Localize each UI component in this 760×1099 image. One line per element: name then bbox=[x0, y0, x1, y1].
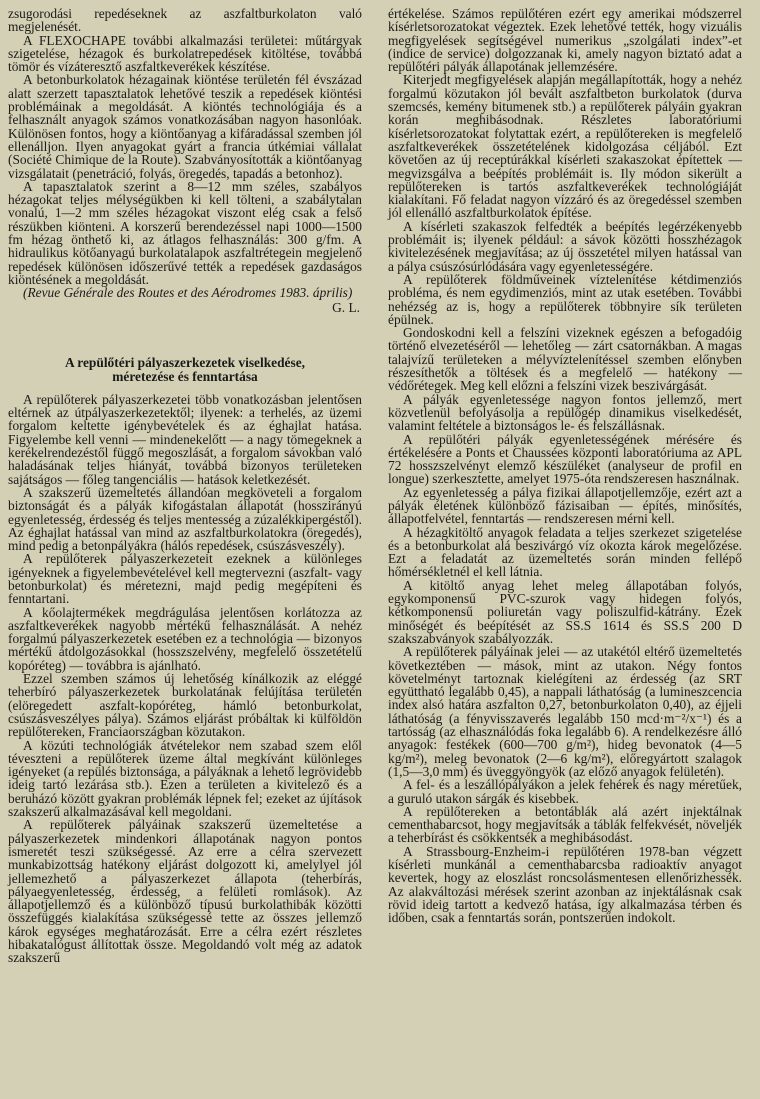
paragraph: A repülőterek pályáinak szakszerű üzemeltetése a pályaszerkezetek mindenkori állapotának nagyon pontos ismeretét teszi szükségessé. Az erre a célra szervezett munkabizottság hatékony eljárást dolgozott ki, amelylyel jól jellemezhető a pályaszerkezet állapota (teherbírás, pályaegyenletesség, érdesség, a felületi romlások). Az állapotjellemző és a különböző típusú burkolathibák közötti összefüggés kialakítása szükségessé tette az összes jellemző károk egységes meghatározását. Erre a célra ezért részletes hibakatalógust állítottak össze. Megoldandó volt még az adatok szakszerű bbox=[8, 817, 362, 966]
paragraph: A kísérleti szakaszok felfedték a beépítés legérzékenyebb problémáit is; ilyenek például: a sávok közötti hosszhézagok kivitelezésének megjavítása; az új összetétel milyen hatással van a pálya csúszósúrlódására vagy egyenletességére. bbox=[388, 218, 742, 274]
paragraph: Az egyenletesség a pálya fizikai állapotjellemzője, ezért azt a pályák életének különböző fázisaiban — építés, minősítés, állapotfelvétel, fenntartás — rendszeresen mérni kell. bbox=[388, 484, 742, 527]
source-citation: (Revue Générale des Routes et des Aérodromes 1983. április) bbox=[23, 285, 353, 301]
paragraph: Kiterjedt megfigyelések alapján megállapították, hogy a nehéz forgalmú közutakon jól bevált aszfaltbeton burkolatok (durva szemcsés, kemény bitumenek stb.) a repülőterek pályáin gyakran korán meghibásodnak. Részletes laboratóriumi kísérletsorozatokat folytattak ezért, a repülőtereken is megfelelő aszfaltkeverékek összetételének kidolgozása céljából. Ezt követően az új receptúrákkal kísérleti szakaszokat építettek — megvizsgálva a beépítés problémáit is. Ily módon sikerült a repülőtereken is tartós aszfaltkeverékek technológiáját kialakítani. Fő feladat nagyon vízzáró és az öregedéssel szemben jól ellenálló aszfaltburkolatok építése. bbox=[388, 72, 742, 221]
paragraph: A tapasztalatok szerint a 8—12 mm széles, szabályos hézagokat teljes mélységükben ki kell tölteni, a szabálytalan vonalú, 1—2 mm széles hézagokat viszont elég csak a felső részükben kiönteni. A korszerű berendezéssel napi 1000—1500 fm hézag önthető ki, az átlagos felhasználás: 300 g/fm. A hidraulikus kötőanyagú burkolatalapok aszfaltrétegein megjelenő repedések különösen időszerűvé tették a repedések gazdaságos kiöntésének a megoldását. bbox=[8, 178, 362, 287]
paragraph: A kőolajtermékek megdrágulása jelentősen korlátozza az aszfaltkeverékek nagyobb mértékű felhasználását. A nehéz forgalmú pályaszerkezetek esetében ez a technológia — bizonyos mértékű átdolgozásokkal (hosszszelvény, megfelelő összetételű kopóréteg) — továbbra is ajánlható. bbox=[8, 604, 362, 673]
paragraph: A repülőterek pályáinak jelei — az utakétól eltérő üzemeltetés következtében — mások, mint az utakon. Négy fontos követelményt tartoznak kielégíteni az érdesség (az SRT együttható legalább 0,45), a nappali láthatóság (a lumineszcencia index alsó határa aszfalton 0,27, betonburkolaton 0,40), az éjjeli láthatóság (a fényvisszaverés legalább 150 mcd·m⁻²/x⁻¹) és a tartósság (az elhasználódás foka legalább 6). A rendelkezésre álló anyagok: festékek (600—700 g/m²), hideg bevonatok (4—5 kg/m²), meleg bevonatok (2—6 kg/m²), előregyártott szalagok (1,5—3,0 mm) és üveggyöngyök (az előző anyagok felületén). bbox=[388, 644, 742, 779]
author-initials: G. L. bbox=[332, 299, 360, 315]
paragraph: A pályák egyenletessége nagyon fontos jellemző, mert közvetlenül befolyásolja a repülőgép dinamikus viselkedését, valamint feltétele a biztonságos le- és felszállásnak. bbox=[388, 391, 742, 434]
paragraph: A repülőtereken a betontáblák alá azért injektálnak cementhabarcsot, hogy megjavítsák a táblák felfekvését, növeljék a teherbírást és csökkentsék a meghibásodást. bbox=[388, 803, 742, 846]
paragraph: A fel- és a leszállópályákon a jelek fehérek és nagy méretűek, a guruló utakon sárgák és kisebbek. bbox=[388, 777, 742, 806]
paragraph: A Strassbourg-Enzheim-i repülőtéren 1978-ban végzett kísérleti munkánál a cementhabarcsba radioaktív anyagot kevertek, hogy az eloszlást roncsolásmentesen ellenőrizhessék. Az alakváltozási mérések szerint azonban az injektálásnak csak rövid ideig tartott a kedvező hatása, így alkalmazása térben és időben, csak a fenntartás során, pontszerűen indokolt. bbox=[388, 843, 742, 926]
paragraph: Ezzel szemben számos új lehetőség kínálkozik az eléggé teherbíró pályaszerkezetek burkolatának felújítása területén (elöregedett aszfalt-kopóréteg, hámló betonburkolat, csúszásveszélyes pálya). Számos eljárást próbáltak ki külföldön repülőtereken, Franciaországban közutakon. bbox=[8, 671, 362, 740]
article-title-line: méretezése és fenntartása bbox=[112, 368, 258, 384]
article-title-line: A repülőtéri pályaszerkezetek viselkedése, bbox=[65, 354, 305, 370]
right-column bbox=[388, 7, 742, 924]
article-title bbox=[8, 356, 362, 384]
paragraph: A kitöltő anyag lehet meleg állapotában folyós, egykomponensű PVC-szurok vagy hidegen folyós, kétkomponensű poliuretán vagy poliszulfid-kátrány. Ezek minőségét és beépítését az SS.S 1614 és SS.S 200 D szakszabványok szabályozzák. bbox=[388, 577, 742, 646]
paragraph: A repülőterek pályaszerkezetei több vonatkozásban jelentősen eltérnek az útpályaszerkezetektől; ilyenek: a terhelés, az üzemi forgalom keltette igénybevételek és az éghajlat hatása. Figyelembe kell venni — mindenekelőtt — a nagy tömegeknek a kerékelrendezéstől függő megoszlását, a forgalom sávokban való haladásának teljes hiányát, továbbá bizonyos területeken sajátságos — főleg tangenciális — hatások keletkezését. bbox=[8, 391, 362, 487]
left-column bbox=[8, 7, 362, 965]
paragraph: A repülőterek földműveinek víztelenítése kétdimenziós probléma, és nem egydimenziós, mint az utak esetében. További nehézség az is, hogy a repülőterek többnyire sík területen épülnek. bbox=[388, 271, 742, 327]
paragraph: A betonburkolatok hézagainak kiöntése területén fél évszázad alatt szerzett tapasztalatok lehetővé teszik a repedések kiöntési problémáinak a megoldását. A kiöntés technológiája és a felhasznált anyagok számos vonatkozásában nagyon hasonlóak. Különösen fontos, hogy a kiöntőanyag a kifáradással szemben jól ellenálljon. Ilyen anyagokat gyárt a francia útkémiai vállalat (Société Chimique de la Route). Szabványosították a kiöntőanyag vizsgálatait (penetráció, folyás, öregedés, tapadás a betonhoz). bbox=[8, 72, 362, 181]
paragraph: zsugorodási repedéseknek az aszfaltburkolaton való megjelenését. bbox=[8, 6, 362, 35]
paragraph: A repülőterek pályaszerkezeteit ezeknek a különleges igényeknek a figyelembevételével kell megtervezni (aszfalt- vagy betonburkolat) és méretezni, majd pedig megépíteni és fenntartani. bbox=[8, 551, 362, 607]
previous-article-ending bbox=[8, 7, 362, 314]
paragraph: értékelése. Számos repülőtéren ezért egy amerikai módszerrel kísérletsorozatokat végeztek. Ezek lehetővé tették, hogy vizuális megfigyelések segítségével numerikus „szolgálati index”-et (indice de service) dolgozzanak ki, amely nagyon biztató adat a repülőtéri pályák állapotának jellemzésére. bbox=[388, 6, 742, 75]
paragraph: A FLEXOCHAPE további alkalmazási területei: műtárgyak szigetelése, hézagok és burkolatrepedések kitöltése, továbbá tömör és vízáteresztő aszfaltkeverékek készítése. bbox=[8, 32, 362, 75]
paragraph: A szakszerű üzemeltetés állandóan megköveteli a forgalom biztonságát és a pályák kifogástalan állapotát (hosszirányú egyenletesség, érdesség és teljes mentesség a zúzalékkipergéstől). Az éghajlat hatással van mind az aszfaltburkolatokra (öregedés), mind pedig a betonpályákra (hálós repedések, csúszásveszély). bbox=[8, 484, 362, 554]
paragraph: A közúti technológiák átvételekor nem szabad szem elől téveszteni a repülőterek üzeme által megkívánt különleges igényeket (a repülés biztonsága, a pályáknak a lehető legrövidebb ideig tartó lezárása stb.). Ezen a területen a kivitelező és a beruházó között gyakran problémák lépnek fel; ezeket az újítások szakszerű alkalmazásával kell megoldani. bbox=[8, 737, 362, 820]
paragraph: A repülőtéri pályák egyenletességének mérésére és értékelésére a Ponts et Chaussées központi laboratóriuma az APL 72 hosszszelvényt elemző készüléket (analyseur de profil en longue) szerkesztette, amelyet 1975-óta rendszeresen használnak. bbox=[388, 431, 742, 487]
paragraph: Gondoskodni kell a felszíni vizeknek egészen a befogadóig történő elvezetéséről — lehetőleg — zárt csatornákban. A magas talajvízű területeken a mélyvíztelenítéssel szemben előnyben részesíthetők a töltések és a megfelelő — hatékony — védőrétegek. Meg kell előzni a felszíni vizek beszivárgását. bbox=[388, 325, 742, 394]
paragraph: A hézagkitöltő anyagok feladata a teljes szerkezet szigetelése és a betonburkolat alá beszivárgó víz okozta károk megelőzése. Ezt a feladatát az üzemeltetés során minden fellépő hőmérsékletnél el kell látnia. bbox=[388, 524, 742, 580]
article-body bbox=[8, 393, 362, 965]
